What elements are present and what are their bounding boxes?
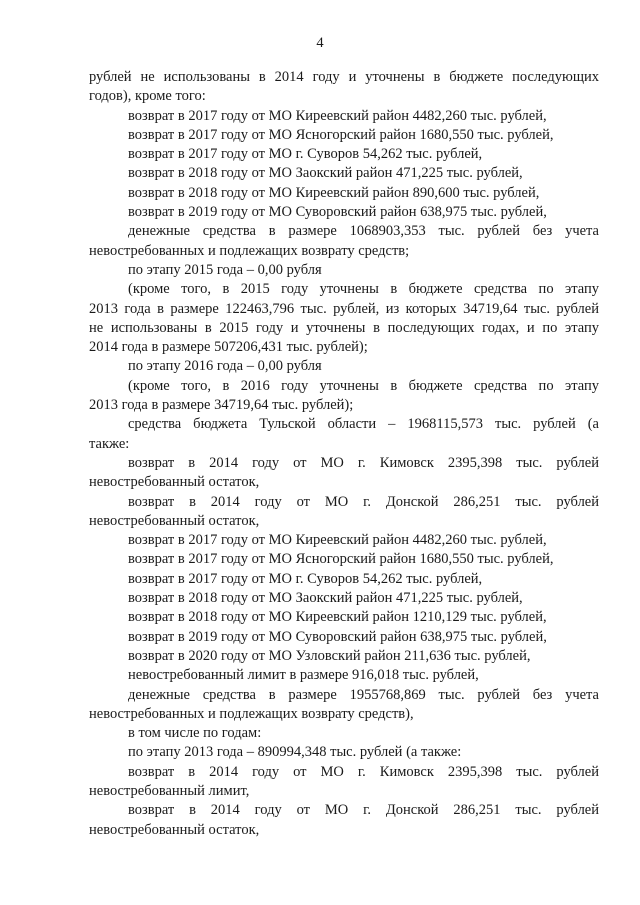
- text-line: возврат в 2018 году от МО Заокский район 471,225 тыс. рублей,: [128, 165, 523, 182]
- text-line: денежные средства в размере 1068903,353 тыс. рублей без учета: [128, 223, 599, 240]
- text-line: невостребованный остаток,: [89, 821, 260, 838]
- text-line: возврат в 2018 году от МО Заокский район 471,225 тыс. рублей,: [128, 590, 523, 607]
- text-line: невостребованных и подлежащих возврату средств),: [89, 705, 414, 722]
- text-line: возврат в 2017 году от МО г. Суворов 54,262 тыс. рублей,: [128, 570, 483, 587]
- text-line: по этапу 2016 года – 0,00 рубля: [128, 358, 322, 375]
- text-line: (кроме того, в 2016 году уточнены в бюджете средства по этапу: [128, 377, 599, 394]
- text-line: по этапу 2013 года – 890994,348 тыс. рублей (а также:: [128, 744, 462, 761]
- text-line: рублей не использованы в 2014 году и уточнены в бюджете последующих: [89, 69, 599, 85]
- text-line: средства бюджета Тульской области – 1968115,573 тыс. рублей (а: [128, 416, 599, 433]
- text-line: невостребованный остаток,: [89, 512, 260, 529]
- text-line: возврат в 2018 году от МО Киреевский район 1210,129 тыс. рублей,: [128, 609, 547, 626]
- text-line: невостребованный остаток,: [89, 474, 260, 491]
- text-line: возврат в 2019 году от МО Суворовский район 638,975 тыс. рублей,: [128, 204, 547, 221]
- text-line: (кроме того, в 2015 году уточнены в бюджете средства по этапу: [128, 281, 599, 298]
- text-line: возврат в 2017 году от МО г. Суворов 54,262 тыс. рублей,: [128, 146, 483, 163]
- text-line: возврат в 2019 году от МО Суворовский район 638,975 тыс. рублей,: [128, 628, 547, 645]
- text-line: возврат в 2014 году от МО г. Донской 286,251 тыс. рублей: [128, 493, 599, 510]
- text-line: возврат в 2014 году от МО г. Донской 286,251 тыс. рублей: [128, 802, 599, 819]
- text-line: невостребованный лимит,: [89, 782, 250, 799]
- text-line: возврат в 2017 году от МО Ясногорский район 1680,550 тыс. рублей,: [128, 126, 554, 143]
- text-line: также:: [89, 435, 130, 452]
- text-line: невостребованный лимит в размере 916,018 тыс. рублей,: [128, 667, 479, 684]
- text-line: 2014 года в размере 507206,431 тыс. рублей);: [89, 339, 368, 356]
- page-number: 4: [316, 35, 324, 51]
- text-line: в том числе по годам:: [128, 725, 262, 742]
- text-line: возврат в 2018 году от МО Киреевский район 890,600 тыс. рублей,: [128, 184, 540, 201]
- text-line: 2013 года в размере 34719,64 тыс. рублей);: [89, 397, 354, 414]
- text-line: по этапу 2015 года – 0,00 рубля: [128, 261, 322, 278]
- text-line: возврат в 2020 году от МО Узловский район 211,636 тыс. рублей,: [128, 647, 531, 664]
- text-line: невостребованных и подлежащих возврату средств;: [89, 242, 410, 259]
- text-line: 2013 года в размере 122463,796 тыс. рублей, из которых 34719,64 тыс. рублей: [89, 300, 599, 317]
- text-line: возврат в 2017 году от МО Ясногорский район 1680,550 тыс. рублей,: [128, 551, 554, 568]
- text-line: возврат в 2014 году от МО г. Кимовск 2395,398 тыс. рублей: [128, 763, 599, 780]
- text-line: не использованы в 2015 году и уточнены в последующих годах, и по этапу: [89, 319, 599, 336]
- text-line: годов), кроме того:: [89, 88, 206, 105]
- text-line: денежные средства в размере 1955768,869 тыс. рублей без учета: [128, 686, 599, 703]
- text-line: возврат в 2017 году от МО Киреевский район 4482,260 тыс. рублей,: [128, 107, 547, 124]
- text-line: возврат в 2014 году от МО г. Кимовск 2395,398 тыс. рублей: [128, 454, 599, 471]
- text-line: возврат в 2017 году от МО Киреевский район 4482,260 тыс. рублей,: [128, 532, 547, 549]
- document-body: [89, 68, 599, 840]
